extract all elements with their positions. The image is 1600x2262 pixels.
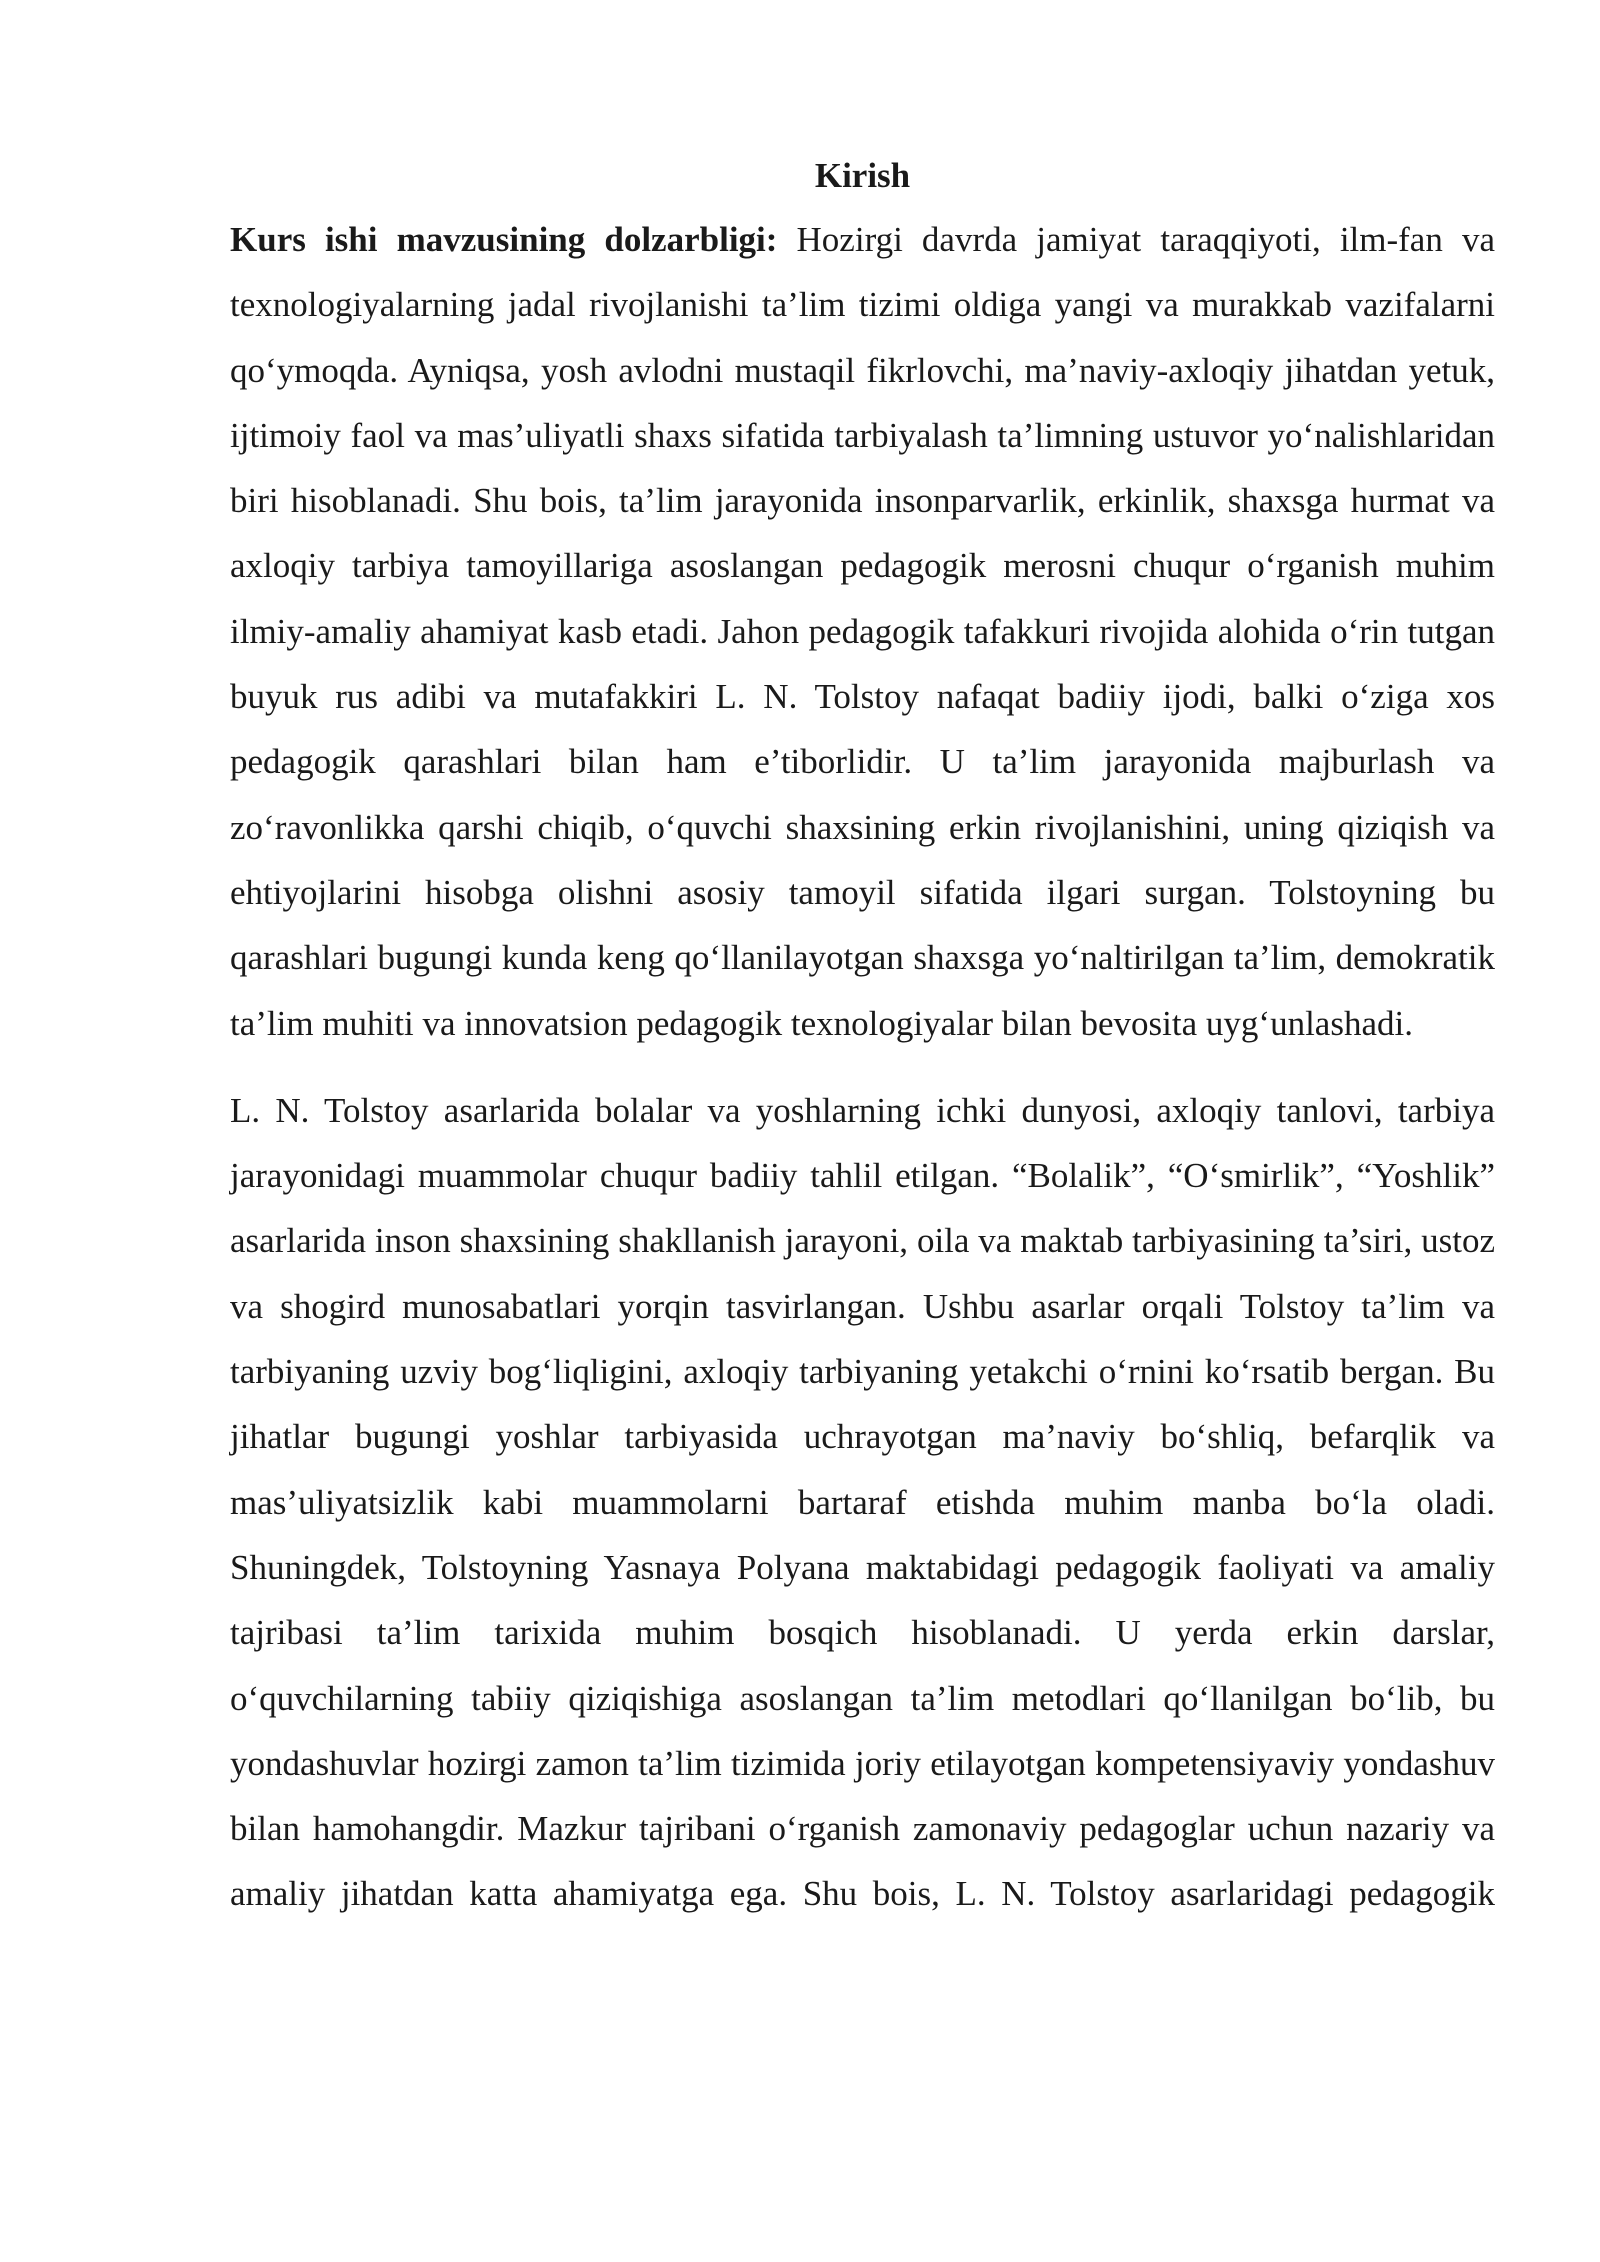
paragraph-text: Hozirgi davrda jamiyat taraqqiyoti, ilm-fan va texnologiyalarning jadal rivojlanishi ta’lim tizimi oldiga yangi va murakkab vazifalarni qo‘ymoqda. Ayniqsa, yosh avlodni mustaqil fikrlovchi, ma’naviy-axloqiy jihatdan yetuk, ijtimoiy faol va mas’uliyatli shaxs sifatida tarbiyalash ta’limning ustuvor yo‘nalishlaridan biri hisoblanadi. Shu bois, ta’lim jarayonida insonparvarlik, erkinlik, shaxsga hurmat va axloqiy tarbiya tamoyillariga asoslangan pedagogik merosni chuqur o‘rganish muhim ilmiy-amaliy ahamiyat kasb etadi. Jahon pedagogik tafakkuri rivojida alohida o‘rin tutgan buyuk rus adibi va mutafakkiri L. N. Tolstoy nafaqat badiiy ijodi, balki o‘ziga xos pedagogik qarashlari bilan ham e’tiborlidir. U ta’lim jarayonida majburlash va zo‘ravonlikka qarshi chiqib, o‘quvchi shaxsining erkin rivojlanishini, uning qiziqish va ehtiyojlarini hisobga olishni asosiy tamoyil sifatida ilgari surgan. Tolstoyning bu qarashlari bugungi kunda keng qo‘llanilayotgan shaxsga yo‘naltirilgan ta’lim, demokratik ta’lim muhiti va innovatsion pedagogik texnologiyalar bilan bevosita uyg‘unlashadi. [230,220,1495,1043]
paragraph-relevance [230,207,1495,1056]
paragraph-tolstoy-works: L. N. Tolstoy asarlarida bolalar va yoshlarning ichki dunyosi, axloqiy tanlovi, tarbiya jarayonidagi muammolar chuqur badiiy tahlil etilgan. “Bolalik”, “O‘smirlik”, “Yoshlik” asarlarida inson shaxsining shakllanish jarayoni, oila va maktab tarbiyasining ta’siri, ustoz va shogird munosabatlari yorqin tasvirlangan. Ushbu asarlar orqali Tolstoy ta’lim va tarbiyaning uzviy bog‘liqligini, axloqiy tarbiyaning yetakchi o‘rnini ko‘rsatib bergan. Bu jihatlar bugungi yoshlar tarbiyasida uchrayotgan ma’naviy bo‘shliq, befarqlik va mas’uliyatsizlik kabi muammolarni bartaraf etishda muhim manba bo‘la oladi. Shuningdek, Tolstoyning Yasnaya Polyana maktabidagi pedagogik faoliyati va amaliy tajribasi ta’lim tarixida muhim bosqich hisoblanadi. U yerda erkin darslar, o‘quvchilarning tabiiy qiziqishiga asoslangan ta’lim metodlari qo‘llanilgan bo‘lib, bu yondashuvlar hozirgi zamon ta’lim tizimida joriy etilayotgan kompetensiyaviy yondashuv bilan hamohangdir. Mazkur tajribani o‘rganish zamonaviy pedagoglar uchun nazariy va amaliy jihatdan katta ahamiyatga ega. Shu bois, L. N. Tolstoy asarlaridagi pedagogik [230,1090,1495,1914]
section-title: Kirish [814,156,911,195]
paragraph-lead-heading: Kurs ishi mavzusining dolzarbligi: [230,220,778,259]
document-page [230,145,1495,1927]
